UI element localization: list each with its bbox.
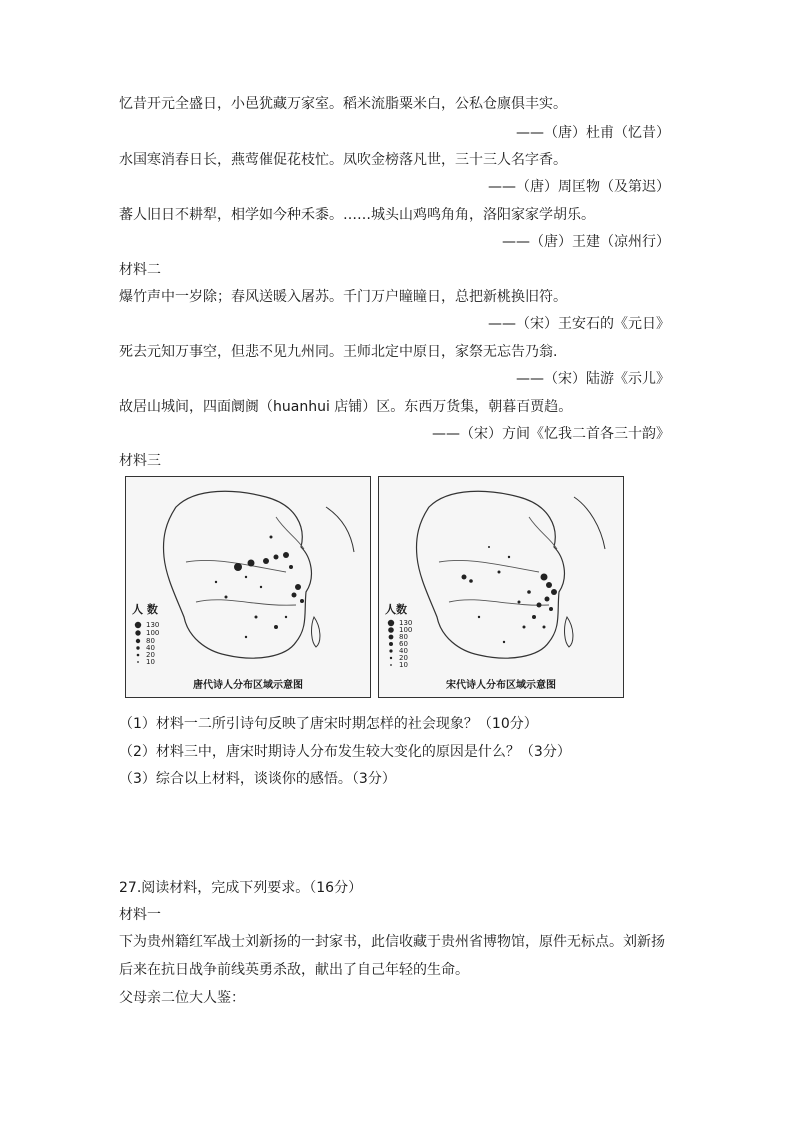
- legend-label: 10: [146, 658, 155, 666]
- poem-line: 蕃人旧日不耕犁，相学如今种禾黍。……城头山鸡鸣角角，洛阳家家学胡乐。: [119, 207, 595, 223]
- legend-label: 130: [146, 621, 160, 629]
- poem-source: ——（唐）杜甫（忆昔）: [516, 125, 670, 141]
- legend-label: 20: [146, 651, 155, 659]
- map-title: 唐代诗人分布区域示意图: [193, 680, 303, 691]
- legend-label: 40: [146, 644, 155, 652]
- poem-line: 水国寒消春日长，燕莺催促花枝忙。凤吹金榜落凡世，三十三人名字香。: [119, 152, 567, 168]
- letter-salutation: 父母亲二位大人鉴：: [119, 990, 245, 1006]
- poem-source: ——（宋）王安石的《元日》: [488, 316, 670, 332]
- question-2: （2）材料三中，唐宋时期诗人分布发生较大变化的原因是什么？（3分）: [119, 744, 571, 760]
- legend-label: 10: [399, 661, 408, 669]
- legend-label: 130: [399, 619, 413, 627]
- poem-line: 忆昔开元全盛日，小邑犹藏万家室。稻米流脂粟米白，公私仓廪俱丰实。: [119, 96, 567, 112]
- poem-source: ——（宋）方间《忆我二首各三十韵》: [432, 426, 670, 442]
- legend-label: 80: [399, 633, 408, 641]
- song-poet-map: [378, 476, 624, 698]
- legend-title: 人 数: [132, 603, 158, 616]
- tang-poet-map: [125, 476, 371, 698]
- poem-source: ——（宋）陆游《示儿》: [516, 371, 670, 387]
- legend-label: 60: [399, 640, 408, 648]
- legend-label: 100: [146, 629, 160, 637]
- poem-source: ——（唐）王建（凉州行）: [502, 234, 670, 250]
- section-heading: 材料二: [119, 262, 161, 278]
- section-heading: 材料一: [119, 907, 161, 923]
- poem-line: 爆竹声中一岁除；春风送暖入屠苏。千门万户瞳瞳日，总把新桃换旧符。: [119, 289, 567, 305]
- legend-label: 40: [399, 647, 408, 655]
- map-title: 宋代诗人分布区域示意图: [446, 680, 556, 691]
- question-3: （3）综合以上材料，谈谈你的感悟。（3分）: [119, 771, 396, 787]
- poem-line: 死去元知万事空，但悲不见九州同。王师北定中原日，家祭无忘告乃翁.: [119, 344, 558, 360]
- legend-label: 100: [399, 626, 413, 634]
- legend-title: 人数: [385, 603, 407, 616]
- q27-intro: 后来在抗日战争前线英勇杀敌，献出了自己年轻的生命。: [119, 962, 469, 978]
- section-heading: 材料三: [119, 453, 161, 469]
- question-1: （1）材料一二所引诗句反映了唐宋时期怎样的社会现象？（10分）: [119, 716, 538, 732]
- poem-line: 故居山城间，四面阛阓（huanhui 店铺）区。东西万货集，朝暮百贾趋。: [119, 399, 573, 415]
- q27-intro: 下为贵州籍红军战士刘新扬的一封家书，此信收藏于贵州省博物馆，原件无标点。刘新扬: [119, 934, 665, 950]
- poem-source: ——（唐）周匡物（及第迟）: [488, 179, 670, 195]
- q27-title: 27.阅读材料，完成下列要求。（16分）: [119, 880, 363, 896]
- legend-label: 20: [399, 654, 408, 662]
- legend-label: 80: [146, 637, 155, 645]
